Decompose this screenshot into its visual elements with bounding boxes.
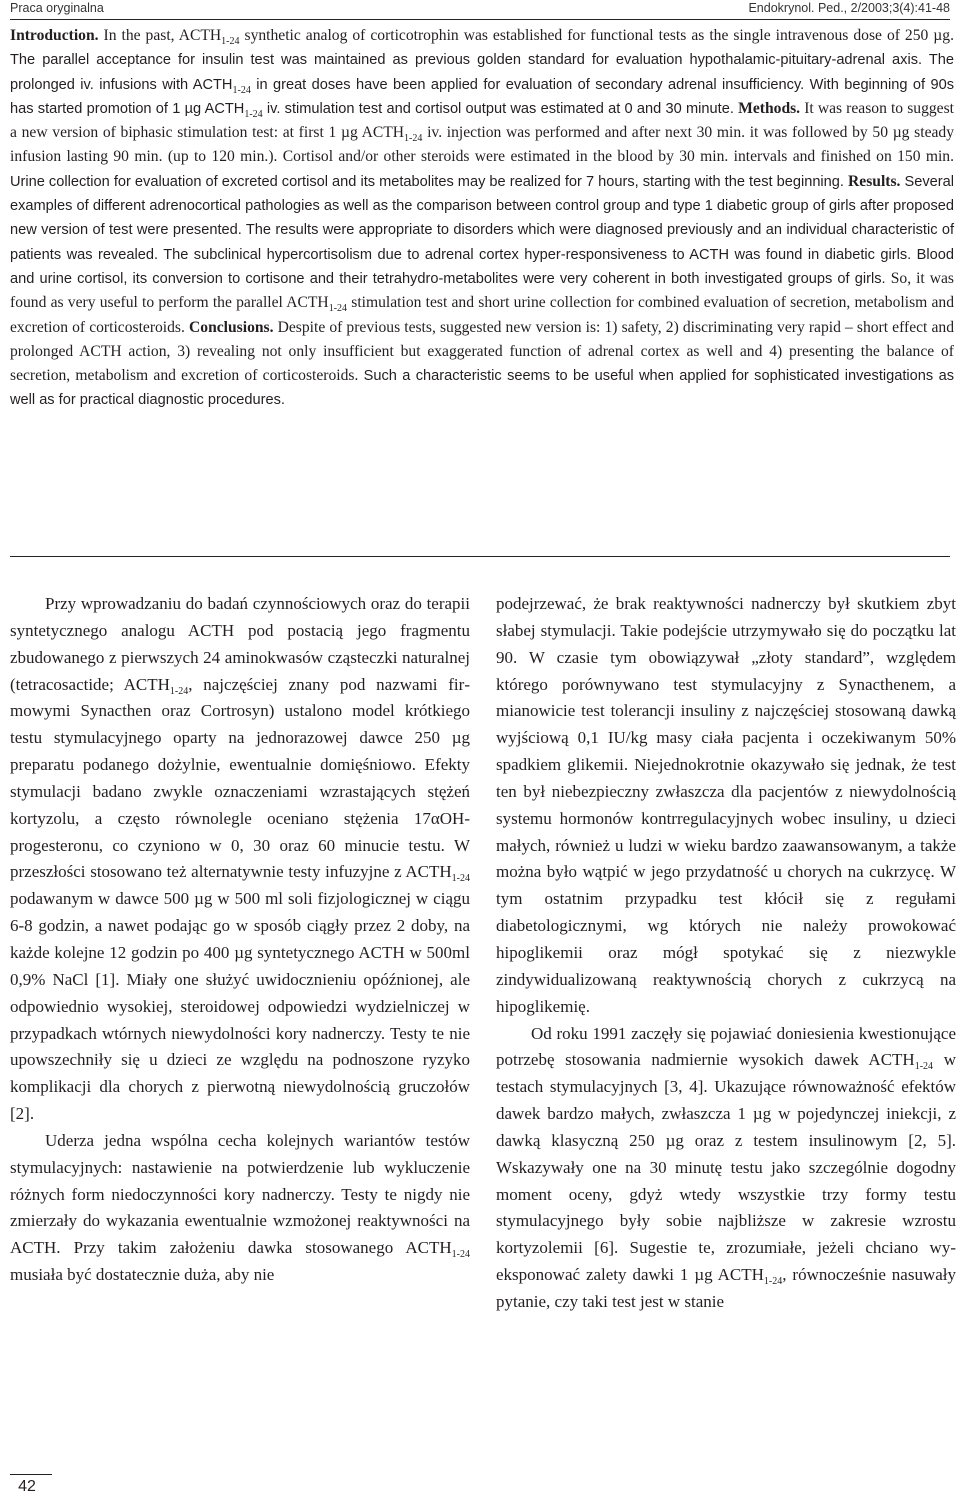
page-number: 42: [18, 1478, 36, 1495]
introduction-heading: Introduction.: [10, 27, 99, 44]
journal-citation: Endokrynol. Ped., 2/2003;3(4):41-48: [748, 1, 950, 15]
english-abstract: [10, 24, 954, 413]
body-column-left: [10, 591, 470, 1289]
body-paragraph: podejrzewać, że brak reaktywności nadnerczy był skutkiem zbyt słabej stymulacji. Takie podejście utrzymywało się do początku lat 90. W czasie tym obowiązywał „złoty standard”, względem którego porównywano test stymulacyjny z Synacthenem, a mianowicie test tolerancji insuliny z najczęściej stosowaną dawką wyjściową 0,1 IU/kg masy ciała pacjenta i oczekiwanym 50% spadkiem glikemii. Niejednokrotnie okazywało się jednak, że test ten był niebezpieczny zwłaszcza dla pacjentów z niewydolnością systemu hormonów kontrregulacyjnych wobec insuliny, u dzieci małych, również u ludzi w wieku bardzo zaawansowanym, a także można było wątpić w jego przydatność u chorych na cukrzycę. W tym ostatnim przypadku test kłócił się z regułami diabetologicznymi, wg których nie należy prowokować hipoglikemii oraz mógł spotykać się z niezwykle zindywidualizowaną reaktywnością chorych z cukrzycą na hipoglikemię.: [496, 594, 956, 1016]
body-column-right: [496, 591, 956, 1316]
conclusions-heading: Conclusions.: [189, 318, 274, 336]
body-paragraph: Od roku 1991 zaczęły się pojawiać doniesienia kwestionujące potrzebę stosowania nadmiernie wysokich dawek $ACTH_{1-24}$ w testach stymulacyjnych [3, 4]. Ukazujące równoważność efektów dawek bardzo małych, zwłaszcza 1 µg w pojedynczej iniekcji, z dawką klasyczną 250 µg oraz z testem insulinowym [2, 5]. Wskazywały one na 30 minutę testu jako szczególnie dogodny moment oceny, gdyż wtedy wszystkie trzy formy testu stymulacyjnego były sobie najbliższe w zakresie wzrostu kortyzolemii [6]. Sugestie te, zrozumiałe, jeżeli chciano wyeksponować zalety dawki 1 µg $ACTH_{1-24}$, równocześnie nasuwały pytanie, czy taki test jest w stanie: [496, 1023, 957, 1311]
header-divider: [10, 19, 950, 20]
body-paragraph: Uderza jedna wspólna cecha kolejnych wariantów testów stymulacyjnych: nastawienie na potwierdzenie lub wykluczenie różnych form niedoczynności kory nadnerczy. Testy te nigdy nie zmierzały do wykazania ewentualnie wzmożonej reaktywności na ACTH. Przy takim założeniu dawka stosowanego $ACTH_{1-24}$ musiała być dostatecznie duża, aby nie: [10, 1130, 470, 1285]
running-header: [10, 0, 950, 16]
results-heading: Results.: [848, 172, 901, 190]
methods-heading: Methods.: [738, 99, 801, 117]
abstract-paragraph: Introduction. In the past, $ACTH_{1-24}$ synthetic analog of corticotrophin was established for functional tests as the single intravenous dose of 250 µg. The parallel acceptance for insulin test was maintained as previous golden standard for evaluation hypothalamic-pituitary-adrenal axis. The prolonged iv. infusions with $ACTH_{1-24}$ in great doses have been applied for evaluation of secondary adrenal insufficiency. With beginning of 90s has started promotion of 1 µg $ACTH_{1-24}$ iv. stimulation test and cortisol output was estimated at 0 and 30 minute. Methods. It was reason to suggest a new version of biphasic stimulation test: at first 1 µg $ACTH_{1-24}$ iv. injection was performed and after next 30 min. it was followed by 50 µg steady infusion lasting 90 min. (up to 120 min.). Cortisol and/or other steroids were estimated in the blood by 30 min. intervals and finished on 150 min. Urine collection for evaluation of excreted cortisol and its metabolites may be realized for 7 hours, starting with the test beginning. Results. Several examples of different adrenocortical pathologies as well as the comparison between control group and type 1 diabetic group of girls after proposed new version of test were presented. The results were appropriate to disorders which were diagnosed previously and an individual characteristic of patients was revealed. The subclinical hypercortisolism due to adrenal cortex hyper-responsiveness to ACTH was found in diabetic girls. Blood and urine cortisol, its conversion to cortisone and their tetrahydro-metabolites were very coherent in both investigated groups of girls. So, it was found as very useful to perform the parallel $ACTH_{1-24}$ stimulation test and short urine collection for combined evaluation of secretion, metabolism and excretion of corticosteroids. Conclusions. Despite of previous tests, suggested new version is: 1) safety, 2) discriminating very rapid – short effect and prolonged ACTH action, 3) revealing not only insufficient but exaggerated function of adrenal cortex as well and 4) presenting the balance of secretion, metabolism and excretion of corticosteroids. Such a characteristic seems to be useful when applied for sophisticated investigations as well as for practical diagnostic procedures.: [10, 27, 955, 409]
abstract-divider: [10, 556, 950, 557]
article-type-label: Praca oryginalna: [10, 1, 104, 15]
body-paragraph: Przy wprowadzaniu do badań czynnościowych oraz do terapii syntetycznego analogu ACTH pod postacią jego fragmentu zbudowanego z pierwszych 24 aminokwasów cząsteczki naturalnej (tetracosactide; $ACTH_{1-24}$, najczęściej znany pod nazwami firmowymi Synacthen oraz Cortrosyn) ustalono model krótkiego testu stymulacyjnego oparty na jednorazowej dawce 250 µg preparatu podanego dożylnie, ewentualnie domięśniowo. Efekty stymulacji badano zwykle oznaczeniami wzrastających stężeń kortyzolu, a często równolegle oceniano stężenia 17αOH-progesteronu, co czyniono w 0, 30 oraz 60 minucie testu. W przeszłości stosowano też alternatywnie testy infuzyjne z $ACTH_{1-24}$ podawanym w dawce 500 µg w 500 ml soli fizjologicznej w ciągu 6-8 godzin, a nawet podając go w sposób ciągły przez 2 doby, na każde kolejne 12 godzin po 400 µg syntetycznego ACTH w 500ml 0,9% NaCl [1]. Miały one służyć uwidocznieniu opóźnionej, ale odpowiednio wysokiej, steroidowej odpowiedzi wydzielniczej w przypadkach wtórnych niewydolności kory nadnerczy. Testy te nie upowszechniły się u dzieci ze względu na podnoszone ryzyko komplikacji dla chorych z pierwotną niewydolnością gruczołów [2].: [10, 594, 470, 1124]
